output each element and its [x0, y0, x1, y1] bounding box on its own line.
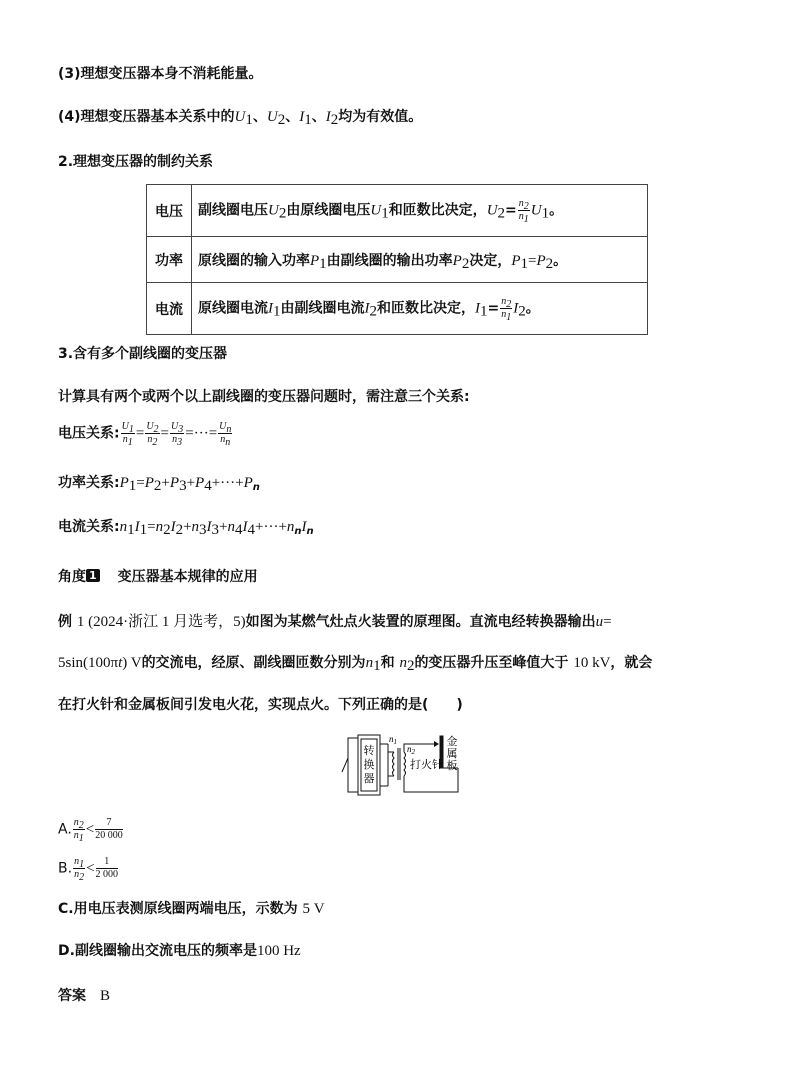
example-line-3: [58, 694, 463, 714]
note-3-text: (3)理想变压器本身不消耗能量。: [58, 66, 263, 82]
cell-text: 原线圈电流: [198, 300, 268, 317]
switch-icon: [342, 758, 348, 772]
voltage-relation: 电压关系: $\frac{U_1}{n_1}$ = $\frac{U_2}{n_2}$ = $\frac{U_3}{n_3}$ =···= $\frac{U_n}{n_n}$: [58, 421, 232, 448]
calc-note-text: 计算具有两个或两个以上副线圈的变压器问题时，需注意三个关系:: [58, 389, 470, 405]
example-text: ，就会: [610, 655, 653, 671]
answer: [58, 985, 110, 1005]
cell-text: 由原线圈电压: [286, 202, 371, 219]
example-line-2: 5sin(100πt) V的交流电，经原、副线圈匝数分别为$n_1$和 $n_2$的变压器升压至峰值大于 10 kV，就会: [58, 655, 653, 674]
power-relation-label: 功率关系:: [58, 475, 120, 491]
circuit-wire: [348, 738, 358, 792]
needle-label: 打火针: [410, 759, 443, 771]
option-b[interactable]: B. $\frac{n_1}{n_2}$ < $\frac{1}{2 000}$: [58, 856, 119, 883]
option-c-value: 5 V: [302, 901, 325, 917]
secondary-turns-label: $n_2$: [407, 744, 415, 756]
constraint-table: [146, 184, 648, 335]
fraction: $\frac{1}{2 000}$: [95, 856, 119, 880]
plate-label: 金: [446, 736, 458, 748]
angle-title: 变压器基本规律的应用: [117, 569, 258, 585]
note-4-suffix: 均为有效值。: [338, 109, 423, 125]
option-a[interactable]: A. $\frac{n_2}{n_1}$ < $\frac{7}{20 000}$: [58, 817, 123, 844]
note-4: (4)理想变压器基本关系中的$U_1$、$U_2$、$I_1$、$I_2$均为有效值。: [58, 109, 423, 128]
table-head-voltage: 电压: [147, 185, 192, 237]
option-c[interactable]: [58, 898, 325, 918]
needle-tip-icon: [434, 741, 439, 747]
fraction: $\frac{U_2}{n_2}$: [146, 421, 159, 448]
example-line-1: 例 1 (2024·浙江 1 月选考，5)如图为某燃气灶点火装置的原理图。直流电经转换器输出u=: [58, 614, 612, 630]
plate-label: 属: [446, 748, 458, 760]
table-row-voltage: [147, 185, 648, 237]
ignition-circuit-figure: [330, 732, 464, 798]
ratio-fraction: $\frac{n_2}{n_1}$: [501, 296, 512, 323]
note-3: [58, 63, 263, 83]
example-text: 5sin(100π: [58, 655, 119, 671]
table-row-power: [147, 237, 648, 283]
fraction: $\frac{U_n}{n_n}$: [219, 421, 232, 448]
table-cell-current: 原线圈电流$I_1$由副线圈电流$I_2$和匝数比决定，$I_1=$ $\frac{n_2}{n_1}$ $I_2$。: [192, 283, 648, 335]
angle-label: 角度: [58, 569, 86, 585]
option-d-value: 100 Hz: [256, 943, 301, 959]
fraction: $\frac{7}{20 000}$: [95, 817, 123, 841]
converter-label: 换: [363, 759, 375, 771]
answer-label: 答案: [58, 988, 86, 1004]
section-2-text: 2.理想变压器的制约关系: [58, 154, 214, 170]
current-relation-label: 电流关系:: [58, 519, 120, 535]
example-text: 和: [380, 655, 395, 671]
example-text: 10 kV: [573, 655, 611, 671]
cell-text: 和匝数比决定，: [377, 300, 475, 317]
fraction: $\frac{U_3}{n_3}$: [171, 421, 184, 448]
converter-label: 器: [363, 773, 375, 785]
example-label: 例: [58, 614, 72, 630]
fraction: $\frac{U_1}{n_1}$: [121, 421, 134, 448]
primary-turns-label: $n_1$: [389, 734, 397, 746]
fraction: $\frac{n_1}{n_2}$: [74, 856, 85, 883]
calc-note: [58, 386, 470, 406]
example-text: 的交流电，经原、副线圈匝数分别为: [141, 655, 366, 671]
table-row-current: [147, 283, 648, 335]
current-relation: 电流关系$:n_1I_1=n_2I_2+n_3I_3+n_4I_4+\cdot\cdot\cdot+n_nI_n$: [58, 519, 314, 538]
option-d-text: D.副线圈输出交流电压的频率是: [58, 943, 257, 959]
cell-text: 决定，: [469, 252, 512, 269]
example-text: ) V: [122, 655, 142, 671]
option-d[interactable]: [58, 940, 301, 960]
primary-coil-icon: [393, 752, 395, 776]
option-c-text: C.用电压表测原线圈两端电压，示数为: [58, 901, 298, 917]
cell-text: 原线圈的输入功率: [198, 252, 310, 269]
example-text: 如图为某燃气灶点火装置的原理图。直流电经转换器输出: [245, 614, 596, 630]
power-relation: 功率关系$:P_1=P_2+P_3+P_4+\cdot\cdot\cdot+P_n$: [58, 475, 260, 494]
cell-text: 和匝数比决定，: [388, 202, 487, 219]
note-4-prefix: (4)理想变压器基本关系中的: [58, 109, 235, 125]
table-cell-voltage: 副线圈电压$U_2$由原线圈电压$U_1$和匝数比决定，$U_2=$ $\frac{n_2}{n_1}$ $U_1$。: [192, 185, 648, 237]
section-3-text: 3.含有多个副线圈的变压器: [58, 346, 228, 362]
angle-badge: 1: [86, 569, 100, 582]
example-text: 在打火针和金属板间引发电火花，实现点火。下列正确的是( ): [58, 697, 463, 713]
cell-text: 副线圈电压: [198, 202, 268, 219]
cell-text: 由副线圈的输出功率: [326, 252, 453, 269]
angle-heading: [58, 566, 258, 586]
table-cell-power: 原线圈的输入功率$P_1$由副线圈的输出功率$P_2$决定，$P_1=P_2$。: [192, 237, 648, 283]
option-a-label: A.: [58, 821, 72, 838]
option-b-label: B.: [58, 860, 73, 877]
secondary-coil-icon: [404, 752, 406, 776]
table-head-current: 电流: [147, 283, 192, 335]
converter-label: 转: [363, 745, 375, 757]
voltage-relation-label: 电压关系:: [58, 425, 120, 442]
fraction: $\frac{n_2}{n_1}$: [73, 817, 84, 844]
table-head-power: 功率: [147, 237, 192, 283]
example-source: 1 (2024·浙江 1 月选考，5): [76, 614, 246, 630]
section-2-title: [58, 151, 213, 171]
plate-label: 板: [446, 760, 458, 772]
ratio-fraction: $\frac{n_2}{n_1}$: [518, 198, 529, 225]
section-3-title: [58, 343, 227, 363]
example-text: 的变压器升压至峰值大于: [414, 655, 569, 671]
cell-text: 由副线圈电流: [280, 300, 365, 317]
answer-value: B: [100, 988, 111, 1004]
